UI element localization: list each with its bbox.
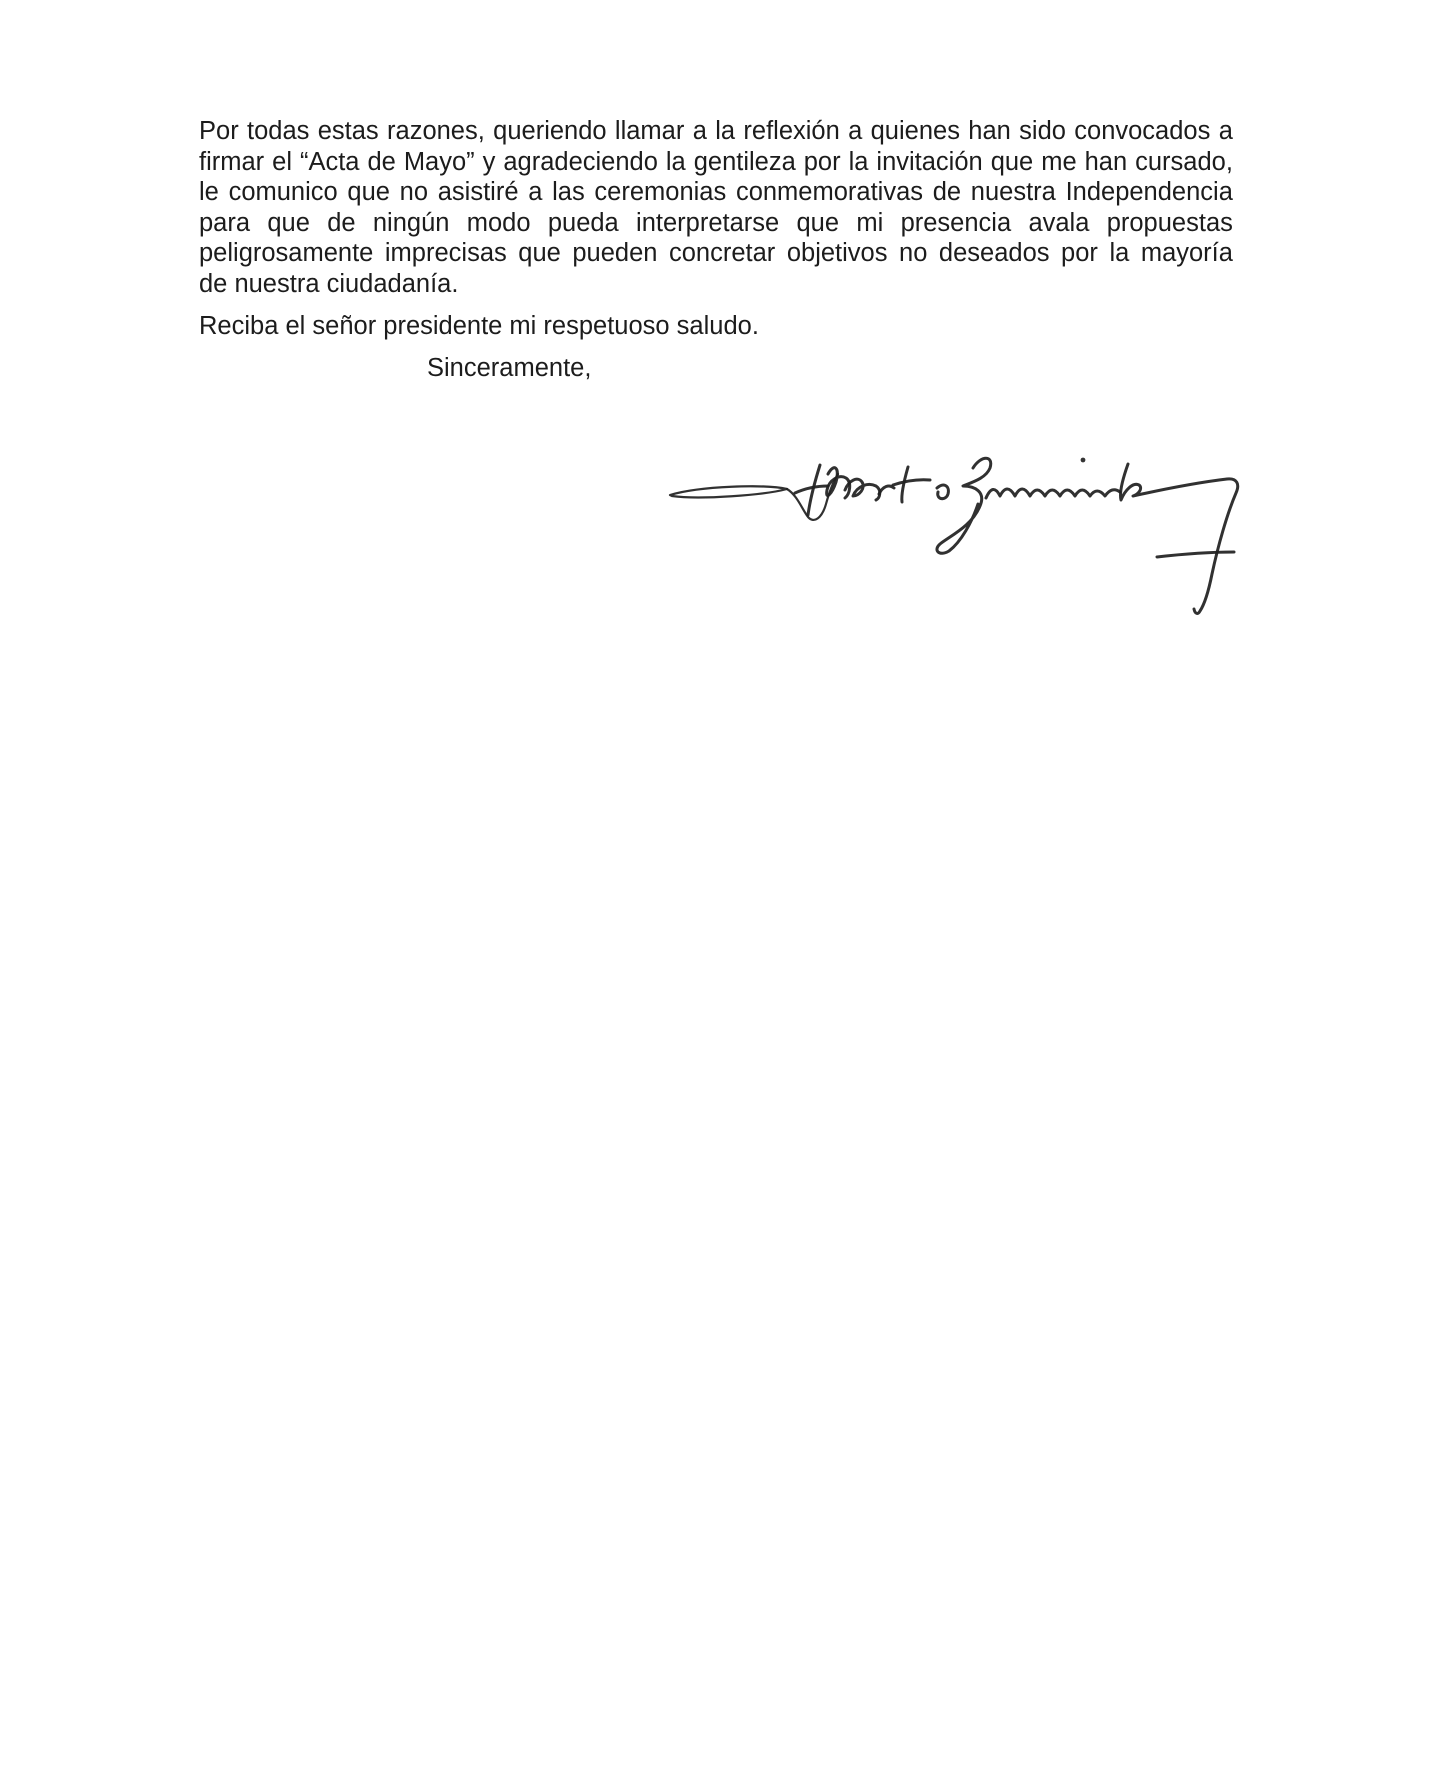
paragraph-line: peligrosamente imprecisas que pueden concretar objetivos no deseados por la mayoría — [199, 239, 1233, 267]
letter-body — [199, 116, 1233, 383]
handwritten-signature-icon — [655, 438, 1255, 633]
paragraph-line: para que de ningún modo pueda interpretarse que mi presencia avala propuestas — [199, 208, 1233, 237]
paragraph-line: Por todas estas razones, queriendo llamar a la reflexión a quienes han sido convocados a — [199, 117, 1233, 145]
paragraph-line: firmar el “Acta de Mayo” y agradeciendo la gentileza por la invitación que me han cursado, — [199, 147, 1233, 176]
letter-main-paragraph — [199, 116, 1233, 299]
letter-salute-line: Reciba el señor presidente mi respetuoso saludo. — [199, 312, 759, 340]
paragraph-line-last: de nuestra ciudadanía. — [199, 269, 459, 298]
paragraph-line: le comunico que no asistiré a las ceremonias conmemorativas de nuestra Independencia — [199, 178, 1233, 206]
letter-closing: Sinceramente, — [427, 353, 592, 382]
